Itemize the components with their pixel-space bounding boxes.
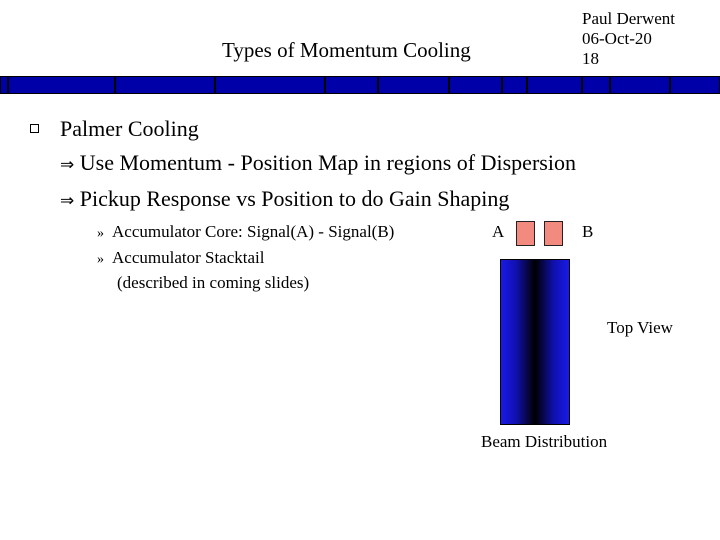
implies-arrow-icon: ⇒ (60, 191, 75, 211)
level3-bullet-text: Accumulator Core: Signal(A) - Signal(B) (112, 222, 395, 241)
title-bar-segment (502, 76, 527, 94)
beam-distribution-label: Beam Distribution (481, 432, 608, 451)
top-view-label: Top View (607, 318, 673, 337)
title-bar (0, 76, 720, 96)
title-bar-segment (670, 76, 720, 94)
title-bar-segment (610, 76, 670, 94)
pickup-a (516, 221, 535, 246)
beam-distribution (500, 259, 570, 425)
raquo-bullet-icon: » (97, 226, 104, 241)
title-bar-segment (115, 76, 215, 94)
sub-bullet-text: Pickup Response vs Position to do Gain Shaping (79, 186, 510, 211)
main-bullet: Palmer Cooling (60, 116, 199, 141)
level3-bullet (97, 222, 394, 242)
sub-bullet-text: Use Momentum - Position Map in regions of Dispersion (79, 150, 576, 175)
author-name: Paul Derwent (582, 9, 676, 28)
title-bar-segment (325, 76, 378, 94)
title-bar-segment (378, 76, 449, 94)
title-bar-segment (8, 76, 115, 94)
title-bar-segment (449, 76, 502, 94)
raquo-bullet-icon: » (97, 252, 104, 267)
pickup-b (544, 221, 563, 246)
slide-date: 06-Oct-20 (582, 29, 652, 48)
author-block (582, 9, 675, 69)
sub-bullet (60, 186, 509, 212)
pickup-b-label: B (582, 222, 594, 241)
level3-bullet (97, 248, 264, 268)
pickup-a-label: A (492, 222, 505, 241)
sub-bullet (60, 150, 576, 176)
title-bar-segment (527, 76, 582, 94)
title-bar-segment (582, 76, 610, 94)
title-bar-segment (215, 76, 325, 94)
title-bar-segment (0, 76, 8, 94)
level3-bullet-text: Accumulator Stacktail (112, 248, 265, 267)
slide-number: 18 (582, 49, 599, 68)
slide-title: Types of Momentum Cooling (222, 38, 471, 62)
square-bullet-icon (30, 124, 39, 133)
level3-bullet-continuation: (described in coming slides) (117, 273, 310, 292)
implies-arrow-icon: ⇒ (60, 155, 75, 175)
